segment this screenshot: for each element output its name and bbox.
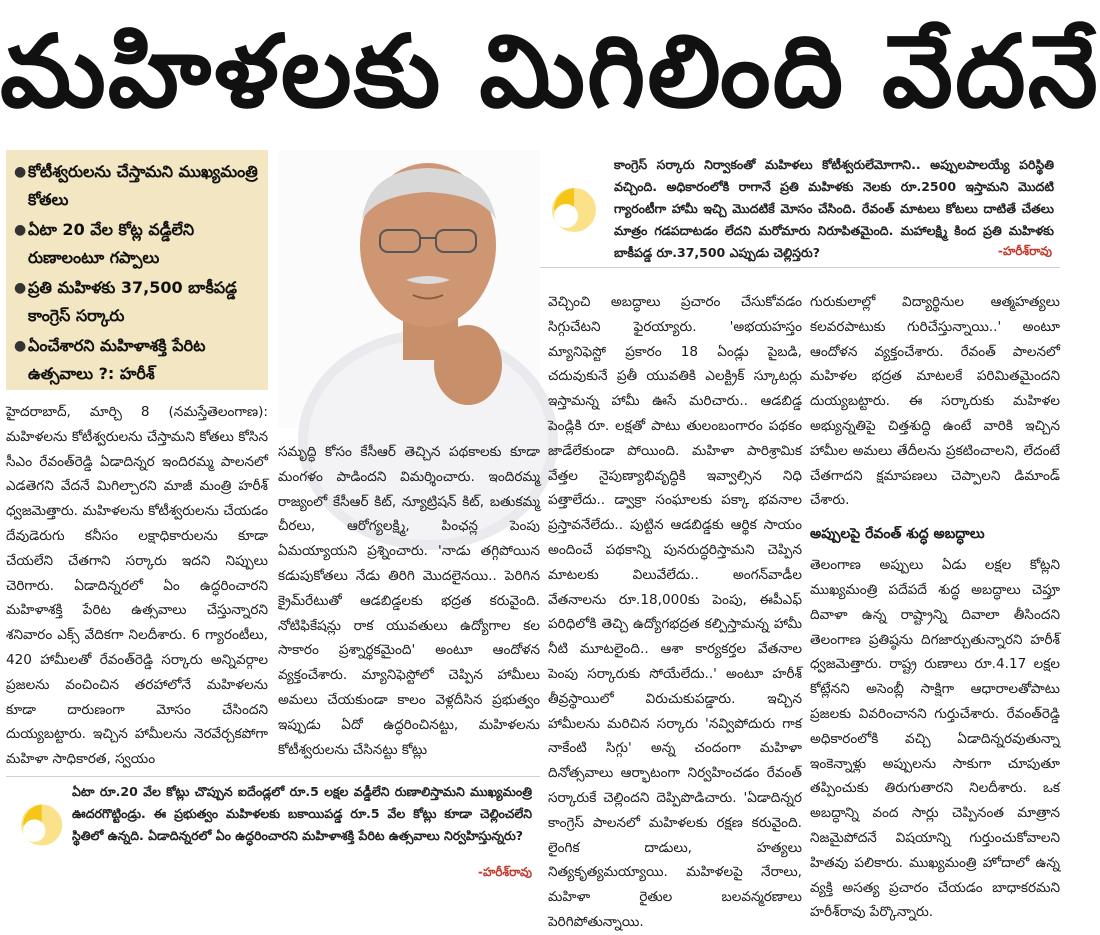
portrait-illustration: [278, 150, 540, 428]
bullet-icon: ●: [14, 164, 27, 180]
highlight-text: కోటీశ్వరులను చేస్తామని ముఖ్యమంత్రి కోతలు: [28, 162, 258, 209]
article-paragraph: వెచ్చించి అబద్ధాలు ప్రచారం చేసుకోవడం సిగ్గుచేటని ఫైరయ్యారు. 'అభయహస్తం మ్యానిఫెస్టో ప్రకారం 18 ఏండ్లు పైబడి, చదువుకునే ప్రతీ యువతికి ఎలక్ట్రిక్ స్కూటర్లు ఇస్తామన్న హామీ ఊసే మరిచారు.. ఆడబిడ్డ పెండ్లికి రూ. లక్షతో పాటు తులంబంగారం పథకం జాడేలేకుండా పోయింది. మహిళా పారిశ్రామిక వేత్తల నైపుణ్యాభివృద్ధికి ఇవ్వాల్సిన నిధి పత్తాలేదు.. డ్వాక్రా సంఘాలకు పక్కా భవనాల ప్రస్తావనేలేదు.. పుట్టిన ఆడబిడ్డకు ఆర్థిక సాయం అందించే పథకాన్ని పునరుద్ధరిస్తామని చెప్పిన మాటలకు విలువేలేదు.. అంగన్‌వాడీల వేతనాలను రూ.18,000కు పెంపు, ఈపీఎఫ్ పరిధిలోకి తెచ్చి ఉద్యోగభద్రత కల్పిస్తామన్న హామీ నీటి మూటలైంది.. ఆశా కార్యకర్తల వేతనాల పెంపు సర్కారుకు సోయేలేదు..' అంటూ హరీశ్ తీవ్రస్థాయిలో విరుచుకుపడ్డారు. ఇచ్చిన హామీలను మరిచిన సర్కారు 'నవ్విపోదురు గాక నాకేంటి సిగ్గు' అన్న చందంగా మహిళా దినోత్సవాలు ఆర్భాటంగా నిర్వహించడం రేవంత్ సర్కారుకే చెల్లిందని దెప్పిపొడిచారు. 'ఏడాదిన్నర కాంగ్రెస్ పాలనలో మహిళలకు రక్షణ కరువైంది. లైంగిక దాడులు, హత్యలు నిత్యకృత్యమయ్యాయి. మహిళలపై నేరాలు, మహిళా రైతుల బలవన్మరణాలు పెరిగిపోతున్నాయి.: [548, 294, 802, 930]
pull-quote-text: ఏటా రూ.20 వేల కోట్లు చొప్పున ఐదేండ్లలో రూ.5 లక్షల వడ్డీలేని రుణాలిస్తామని ముఖ్యమంత్రి ఊదరగొట్టిండ్రు. ఈ ప్రభుత్వం మహిళలకు బకాయిపడ్డ రూ.5 వేల కోట్లు కూడా చెల్లించలేని స్థితిలో ఉన్నది. ఏడాదిన్నరలో ఏం ఉద్ధరించారని మహిళాశక్తి పేరిట ఉత్సవాలు నిర్వహిస్తున్నరు?: [72, 784, 532, 843]
pull-quote-bottom: [6, 776, 540, 888]
article-column-3: [548, 290, 802, 935]
portrait-photo: [278, 150, 540, 428]
highlights-box: [6, 150, 268, 390]
pull-quote-top: [540, 150, 1060, 268]
pull-quote-text: కాంగ్రెస్ సర్కారు నిర్వాకంతో మహిళలు కోటీశ్వరులేమోగాని.. అప్పులపాలయ్యే పరిస్థితి వచ్చింది. అధికారంలోకి రాగానే ప్రతి మహిళకు నెలకు రూ.2500 ఇస్తామని మొదటి గ్యారంటీగా హామీ ఇచ్చి మొదటికే మోసం చేసింది. రేవంత్ మాటలు కోటలు దాటితే చేతలు మాత్రం గడపదాటడం లేదని మరోమారు నిరూపితమైంది. మహాలక్ష్మి కింద ప్రతి మహిళకు బాకీపడ్డ రూ.37,500 ఎప్పుడు చెల్లిస్తరు?: [614, 157, 1054, 260]
highlight-text: ప్రతి మహిళకు 37,500 బాకీపడ్డ కాంగ్రెస్ సర్కారు: [28, 278, 238, 325]
highlight-item: [14, 332, 262, 388]
highlight-item: [14, 216, 262, 272]
bullet-icon: ●: [14, 222, 27, 238]
quote-logo-icon: [540, 180, 600, 240]
quote-logo-icon: [10, 797, 66, 853]
bullet-icon: ●: [14, 280, 27, 296]
section-subheading: అప్పులపై రేవంత్ శుద్ధ అబద్ధాలు: [810, 526, 985, 543]
article-paragraph: హైదరాబాద్, మార్చి 8 (నమస్తేతెలంగాణ): మహిళలను కోటీశ్వరులను చేస్తామని కోతలు కోసిన సీఎం రేవంత్‌రెడ్డి ఏడాదిన్నర ఇందిరమ్మ పాలనలో ఎడతెగని వేదనే మిగిల్చారని మాజీ మంత్రి హరీశ్ ధ్వజమెత్తారు. మహిళలను కోటీశ్వరులను చేయడం దేవుడెరుగు కనీసం లక్షాధికారులను కూడా చేయలేని చేతగాని సర్కారు ఇదని నిప్పులు చెరిగారు. ఏడాదిన్నరలో ఏం ఉద్ధరించారని మహిళాశక్తి పేరిట ఉత్సవాలు చేస్తున్నారని శనివారం ఎక్స్ వేదికగా నిలదీశారు. 6 గ్యారంటీలు, 420 హామీలతో రేవంత్‌రెడ్డి సర్కారు అన్నివర్గాల ప్రజలను వంచించిన తరహాలోనే మహిళలను కూడా దారుణంగా మోసం చేసిందని దుయ్యబట్టారు. ఇచ్చిన హామీలను నెరవేర్చకపోగా మహిళా సాధికారత, స్వయం: [6, 404, 268, 768]
highlight-item: [14, 274, 262, 330]
pull-quote-signature: -హరీశ్‌రావు: [478, 865, 532, 879]
bullet-icon: ●: [14, 338, 27, 354]
pull-quote-signature: -హరీశ్‌రావు: [998, 244, 1052, 258]
article-column-4: [810, 290, 1060, 925]
article-column-1: [6, 400, 268, 772]
highlight-item: [14, 158, 262, 214]
article-paragraph: తెలంగాణ అప్పులు ఏడు లక్షల కోట్లని ముఖ్యమంత్రి పదేపదే శుద్ధ అబద్ధాలు చెప్తూ దివాళా ఉన్న రాష్ట్రాన్ని దివాలా తీసిందని తెలంగాణ ప్రతిష్ఠను దిగజార్చుతున్నారని హరీశ్ ధ్వజమెత్తారు. రాష్ట్ర రుణాలు రూ.4.17 లక్షల కోట్లేనని అసెంబ్లీ సాక్షిగా ఆధారాలతోపాటు ప్రజలకు వివరించానని గుర్తుచేశారు. రేవంత్‌రెడ్డి అధికారంలోకి వచ్చి ఏడాదిన్నరవుతున్నా ఇంకెన్నాళ్లు అప్పులను సాకుగా చూపుతూ తప్పించుకు తిరుగుతారని నిలదీశారు. ఒక అబద్ధాన్ని వంద సార్లు చెప్పినంత మాత్రాన నిజమైపోదనే విషయాన్ని గుర్తుంచుకోవాలని హితవు పలికారు. ముఖ్యమంత్రి హోదాలో ఉన్న వ్యక్తి అసత్య ప్రచారం చేయడం బాధాకరమని హరీశ్‌రావు పేర్కొన్నారు.: [810, 557, 1060, 921]
headline: మహిళలకు మిగిలింది వేదనే: [0, 13, 1100, 130]
article-column-2: [278, 440, 540, 762]
highlight-text: ఏంచేశారని మహిళాశక్తి పేరిట ఉత్సవాలు ?: హరీశ్: [28, 336, 206, 383]
highlight-text: ఏటా 20 వేల కోట్ల వడ్డీలేని రుణాలంటూ గప్పాలు: [28, 220, 195, 267]
article-paragraph: సమృద్ధి కోసం కేసీఆర్ తెచ్చిన పథకాలకు కూడా మంగళం పాడిందని విమర్శించారు. ఇందిరమ్మ రాజ్యంలో కేసీఆర్ కిట్, న్యూట్రిషన్ కిట్, బతుకమ్మ చీరలు, ఆరోగ్యలక్ష్మి, పింఛన్ల పెంపు ఏమయ్యాయని ప్రశ్నించారు. 'నాడు తగ్గిపోయిన కడుపుకోతలు నేడు తిరిగి మొదలైనయి.. పెరిగిన క్రైమ్‌రేటుతో ఆడబిడ్డలకు భద్రత కరువైంది. నోటిఫికేషన్లు రాక యువతులు ఉద్యోగాల కల సాకారం ప్రశ్నార్థకమైంది' అంటూ ఆందోళన వ్యక్తంచేశారు. మ్యానిఫెస్టోలో చెప్పిన హామీలు అమలు చేయకుండా కాలం వెళ్లదీసిన ప్రభుత్వం ఇప్పుడు ఏదో ఉద్ధరించినట్టు, మహిళలను కోటీశ్వరులను చేసినట్టు కోట్లు: [278, 444, 540, 758]
article-paragraph: గురుకులాల్లో విద్యార్థినుల ఆత్మహత్యలు కలవరపాటుకు గురిచేస్తున్నాయి..' అంటూ ఆందోళన వ్యక్తంచేశారు. రేవంత్ పాలనలో మహిళల భద్రత మాటలకే పరిమితమైందని దుయ్యబట్టారు. ఈ సర్కారుకు మహిళల అభ్యున్నతిపై చిత్తశుద్ధి ఉంటే వారికి ఇచ్చిన హామీల అమలు తేదీలను ప్రకటించాలని, లేదంటే చేతగాదని క్షమాపణలు చెప్పాలని డిమాండ్ చేశారు.: [810, 294, 1060, 509]
